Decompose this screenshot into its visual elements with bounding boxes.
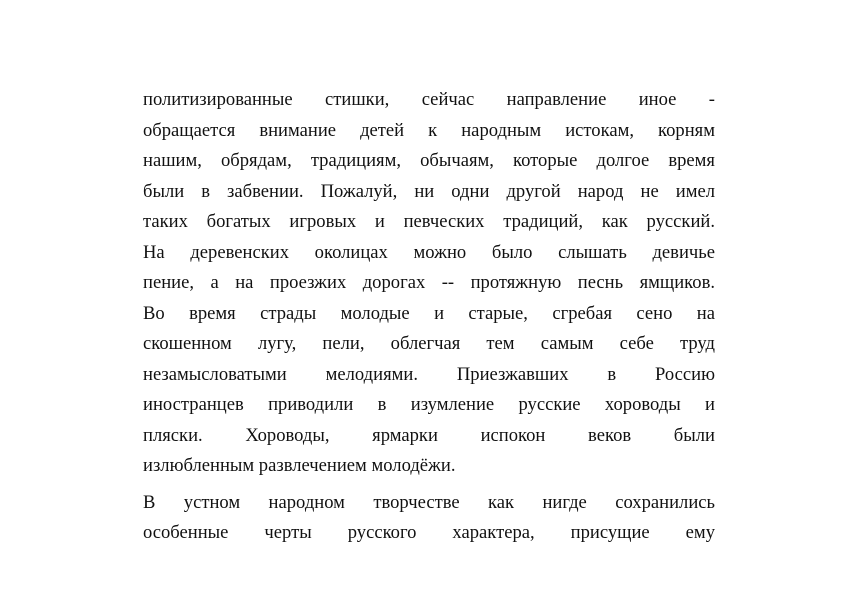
text-line: обращается внимание детей к народным истокам, корням: [143, 119, 715, 141]
text-line: излюбленным развлечением молодёжи.: [143, 455, 456, 476]
text-line: таких богатых игровых и певческих традиций, как русский.: [143, 211, 715, 232]
text-line: особенные черты русского характера, присущие ему: [143, 522, 715, 543]
document-body: [143, 85, 715, 549]
text-line: иностранцев приводили в изумление русские хороводы и: [143, 394, 715, 415]
text-line: нашим, обрядам, традициям, обычаям, которые долгое время: [143, 150, 715, 171]
text-line: На деревенских околицах можно было слышать девичье: [143, 241, 715, 263]
text-line: скошенном лугу, пели, облегчая тем самым себе труд: [143, 333, 715, 354]
text-line: политизированные стишки, сейчас направление иное -: [143, 89, 715, 110]
text-line: были в забвении. Пожалуй, ни одни другой народ не имел: [143, 180, 715, 202]
text-line: Во время страды молодые и старые, сгребая сено на: [143, 302, 715, 324]
text-line: пение, а на проезжих дорогах -- протяжную песнь ямщиков.: [143, 272, 715, 293]
text-line: незамысловатыми мелодиями. Приезжавших в Россию: [143, 363, 715, 385]
text-line: В устном народном творчестве как нигде сохранились: [143, 491, 715, 513]
paragraph-1: [143, 85, 715, 482]
paragraph-2: [143, 488, 715, 549]
text-line: пляски. Хороводы, ярмарки испокон веков были: [143, 424, 715, 446]
